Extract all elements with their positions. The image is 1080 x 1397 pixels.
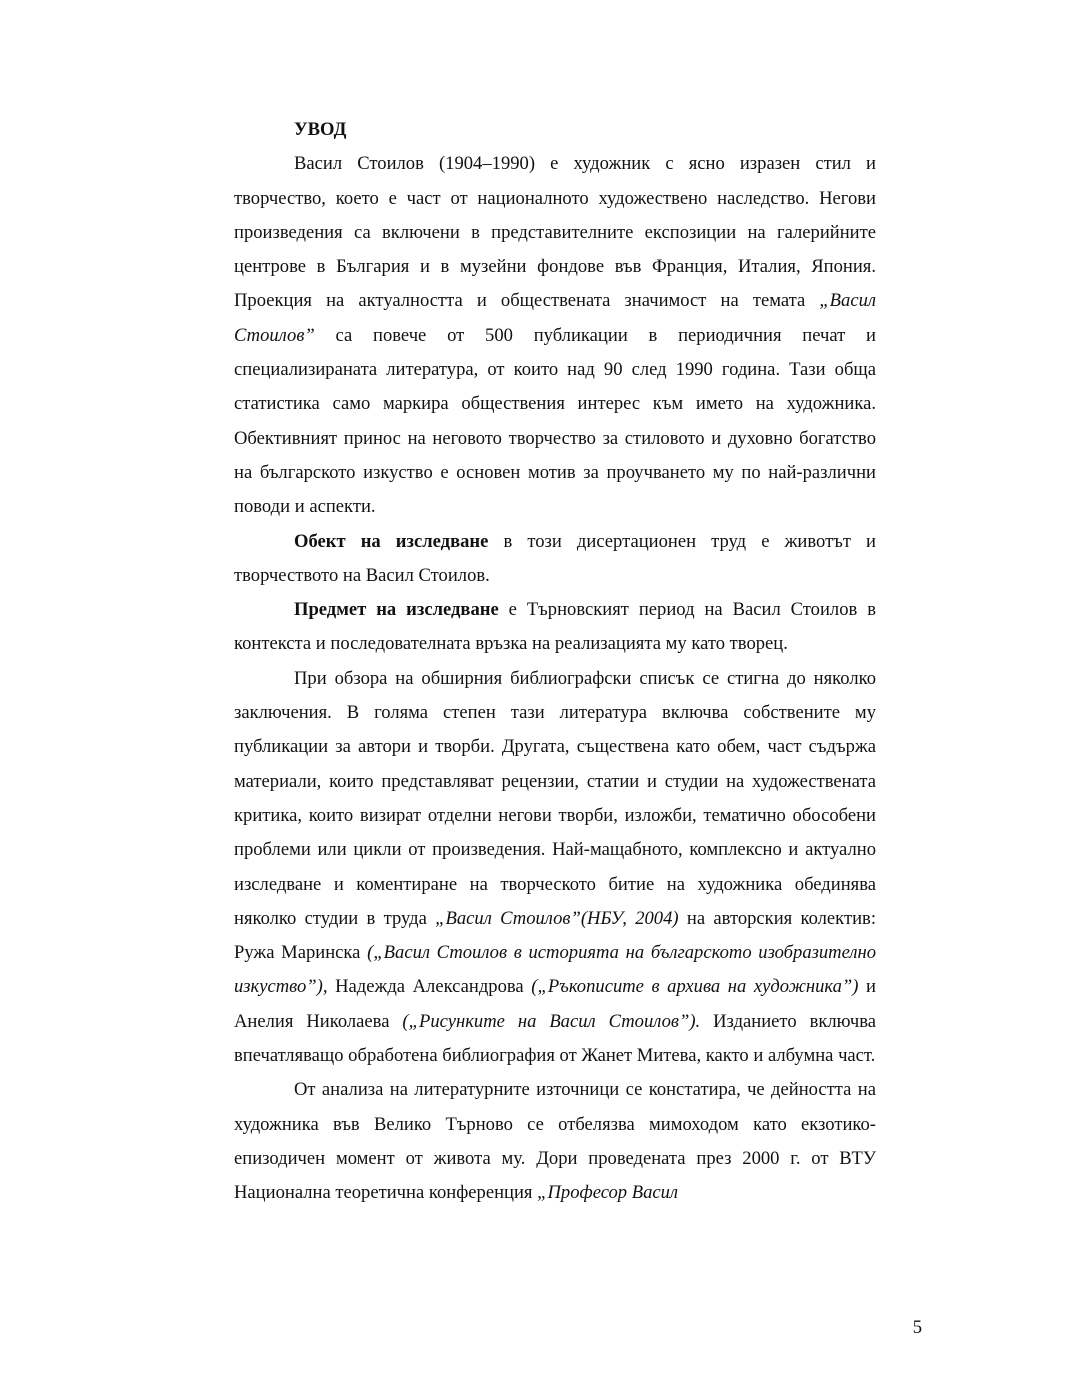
paragraph-text: При обзора на обширния библиографски списък се стигна до няколко заключения. В голяма степен тази литература включва собствените му публикации за автори и творби. Другата, съществена като обем, част съдържа материали, които представляват рецензии, статии и студии на художествената критика, които визират отделни негови творби, изложби, тематично обособени проблеми или цикли от произведения. Най-мащабното, комплексно и актуално изследване и коментиране на творческото битие на художника обединява няколко студии в труда — [234, 667, 876, 929]
italic-title: („Рисунките на Васил Стоилов”). — [402, 1010, 701, 1032]
paragraph-text: Изданието включва впечатляващо обработена библиография от Жанет Митева, както и албумна част. — [234, 1010, 876, 1067]
paragraph-text: са повече от 500 публикации в периодичния печат и специализираната литература, от които над 90 след 1990 година. Тази обща статистика само маркира обществения интерес към името на художника. Обективният принос на неговото творчество за стиловото и духовно богатство на българското изкуство е основен мотив за проучването му по най-различни поводи и аспекти. — [234, 324, 876, 518]
paragraph-text: Васил Стоилов (1904–1990) е художник с ясно изразен стил и творчество, което е част от националното художествено наследство. Негови произведения са включени в представителните експозиции на галерийните центрове в България и в музейни фондове във Франция, Италия, Япония. Проекция на актуалността и обществената значимост на темата — [234, 153, 876, 312]
italic-title: „Васил Стоилов”(НБУ, 2004) — [435, 907, 679, 929]
italic-title: („Васил Стоилов в историята на българското изобразително изкуство”), — [234, 942, 877, 998]
paragraph-object — [234, 525, 876, 594]
paragraph-intro — [234, 147, 876, 524]
paragraph-text: и Анелия Николаева — [234, 976, 877, 1032]
page-number: 5 — [912, 1317, 922, 1338]
paragraph-text: Надежда Александрова — [327, 976, 532, 998]
bold-term: Предмет на изследване — [294, 599, 499, 621]
paragraph-text: на авторския колектив: Ружа Маринска — [234, 907, 876, 964]
paragraph-subject — [234, 593, 876, 662]
italic-title: („Ръкописите в архива на художника”) — [531, 976, 859, 998]
paragraph-analysis — [234, 1073, 876, 1210]
section-heading: УВОД — [294, 119, 347, 140]
paragraph-text: в този дисертационен труд е животът и творчеството на Васил Стоилов. — [234, 530, 876, 586]
page-body — [234, 113, 876, 1211]
bold-term: Обект на изследване — [294, 530, 489, 552]
italic-title: „Васил Стоилов” — [234, 290, 876, 346]
paragraph-review — [234, 662, 876, 1074]
italic-title: „Професор Васил — [537, 1182, 679, 1204]
paragraph-text: е Търновският период на Васил Стоилов в контекста и последователната връзка на реализацията му като творец. — [234, 599, 876, 655]
paragraph-text: От анализа на литературните източници се констатира, че дейността на художника във Велико Търново се отбелязва мимоходом като екзотико-епизодичен момент от живота му. Дори проведената през 2000 г. от ВТУ Национална теоретична конференция — [234, 1079, 876, 1204]
